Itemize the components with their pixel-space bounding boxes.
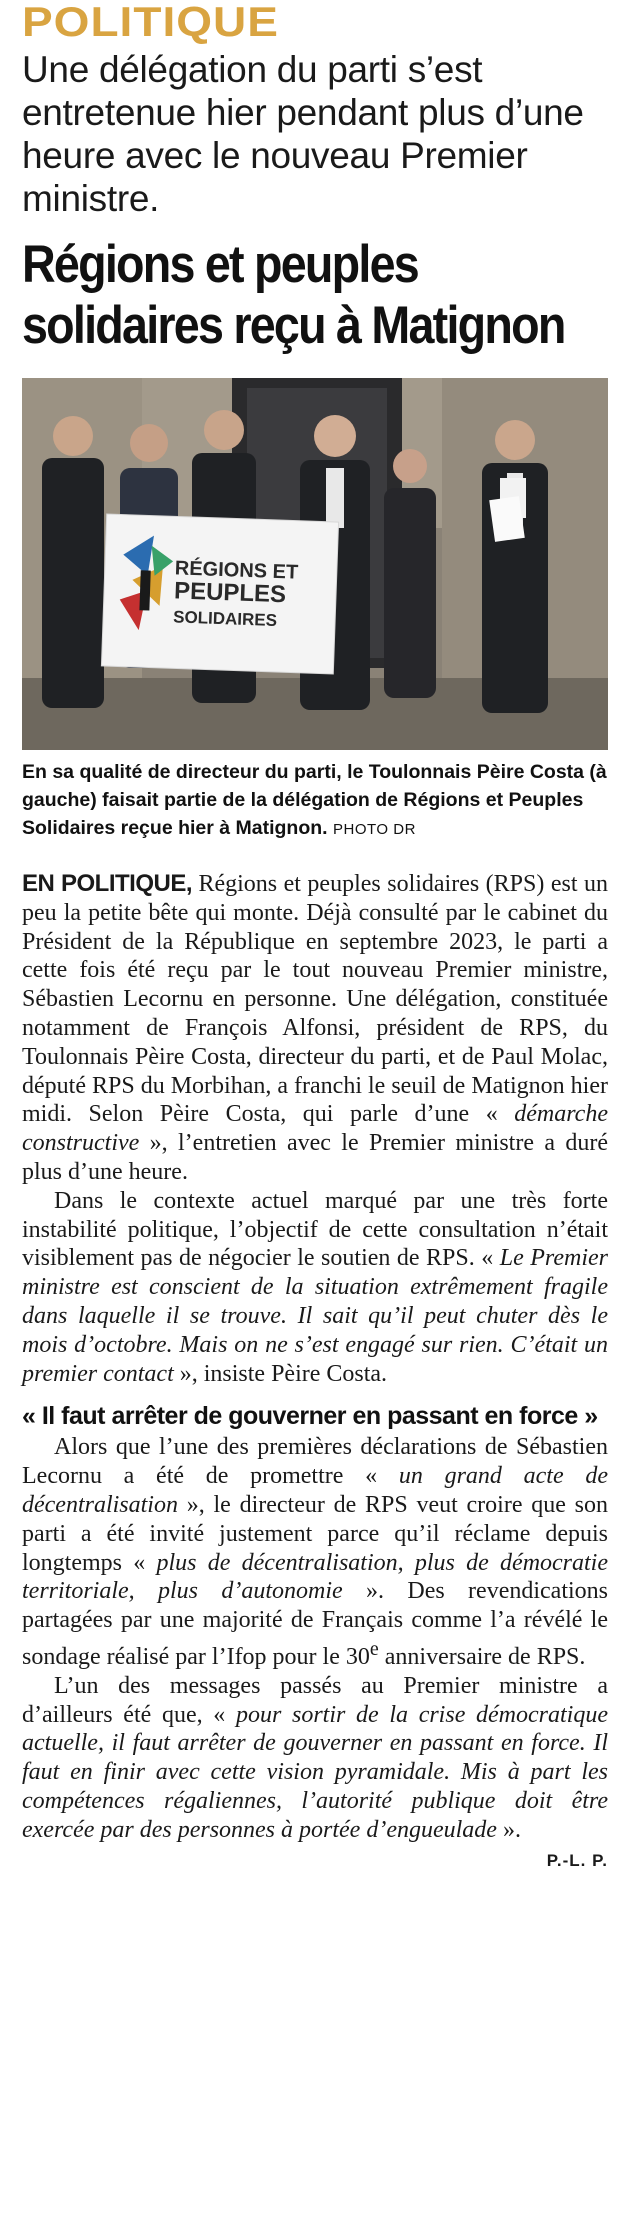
paragraph-4-text: L’un des messages passés au Premier ministre a d’ailleurs été que, « [22,1672,608,1728]
paragraph-3-quote-2: plus de décentralisation, plus de démocratie territoriale, plus d’autonomie [22,1549,609,1605]
flag-text-line2: PEUPLES [173,577,287,609]
paragraph-2 [22,1187,608,1389]
group-photo-illustration [22,378,608,750]
paragraph-2-text-end: », insiste Pèire Costa. [173,1360,388,1387]
paragraph-3-text-mid-2: ». Des revendications partagées par une majorité de Français comme l’a révélé le sondage réalisé par l’Ifop pour le 30 [22,1578,608,1670]
lead-in: EN POLITIQUE, [22,870,192,897]
photo-caption-text: En sa qualité de directeur du parti, le Toulonnais Pèire Costa (à gauche) faisait partie de la délégation de Régions et Peuples Solidaires reçue hier à Matignon. [22,761,607,839]
article-photo [22,378,608,750]
paragraph-3-quote-1: un grand acte de décentralisation [22,1463,609,1518]
paragraph-3-text-mid: », le directeur de RPS veut croire que son parti a été invité justement parce qu’il réclame depuis longtemps « [22,1491,608,1576]
paragraph-1-quote: démarche constructive [22,1101,608,1157]
article-title: Régions et peuples solidaires reçu à Matignon [22,235,565,355]
paragraph-4-text-end: ». [496,1816,521,1843]
photo-credit: PHOTO DR [333,821,416,838]
ordinal-suffix: e [369,1637,379,1660]
paragraph-1-text-end: », l’entretien avec le Premier ministre a duré plus d’une heure. [22,1130,608,1185]
author-signature: P.-L. P. [546,1850,608,1870]
paragraph-1-text: Régions et peuples solidaires (RPS) est un peu la petite bête qui monte. Déjà consulté par le cabinet du Président de la République en septembre 2023, le parti a cette fois été reçu par le tout nouveau Premier ministre, Sébastien Lecornu en personne. Une délégation, constituée notamment de François Alfonsi, président de RPS, du Toulonnais Pèire Costa, directeur du parti, et de Paul Molac, député RPS du Morbihan, a franchi le seuil de Matignon hier midi. Selon Pèire Costa, qui parle d’une « [22,871,608,1128]
paragraph-1 [22,870,608,1187]
photo-caption [22,758,608,844]
paragraph-3-text: Alors que l’une des premières déclarations de Sébastien Lecornu a été de promettre « [22,1434,608,1490]
article-body [22,870,608,1845]
paragraph-3 [22,1433,608,1671]
paragraph-4 [22,1672,608,1845]
flag-text-line3: SOLIDAIRES [172,607,278,631]
paragraph-3-text-end: anniversaire de RPS. [378,1643,586,1670]
paragraph-4-quote: pour sortir de la crise démocratique actuelle, il faut arrêter de gouverner en passant en force. Il faut en finir avec cette vision pyramidale. Mis à part les compétences régaliennes, l’autorité publique doit être exercée par des personnes à portée d’engueulade [22,1701,608,1843]
article-subhead: « Il faut arrêter de gouverner en passant en force » [22,1402,598,1431]
paragraph-2-text: Dans le contexte actuel marqué par une très forte instabilité politique, l’objectif de cette consultation n’était visiblement pas de négocier le soutien de RPS. « [22,1187,608,1272]
flag-text-line1: RÉGIONS ET [174,557,299,584]
article-chapo: Une délégation du parti s’est entretenue hier pendant plus d’une heure avec le nouveau Premier ministre. [22,49,584,219]
paragraph-2-quote: Le Premier ministre est conscient de la situation extrêmement fragile dans laquelle il se trouve. Il sait qu’il peut chuter dès le mois d’octobre. Mais on ne s’est engagé sur rien. C’était un premier contact [22,1245,609,1387]
rubric-label: POLITIQUE [22,0,279,45]
